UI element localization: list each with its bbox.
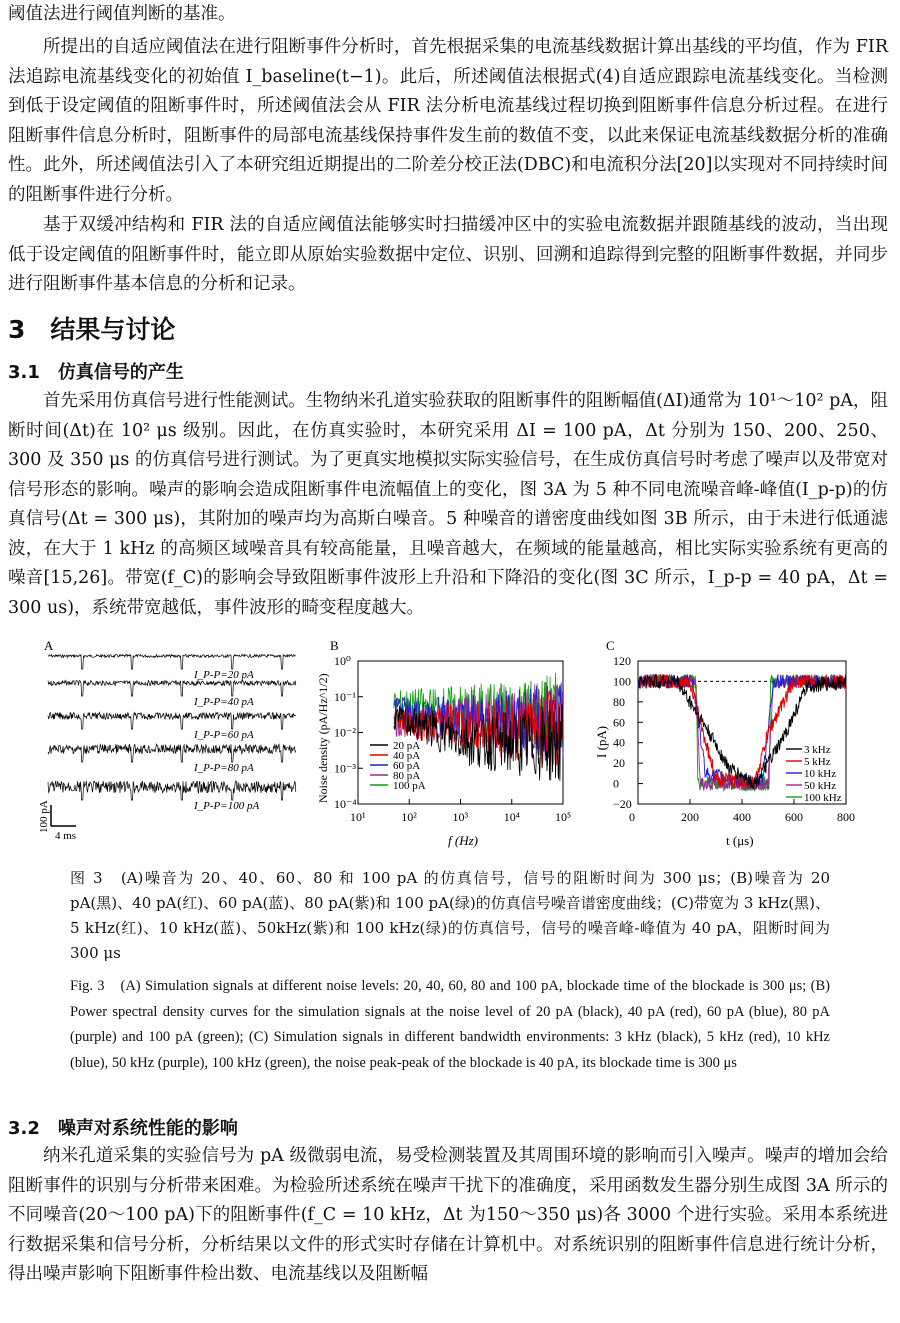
c-ytick-label: 20 (613, 756, 625, 771)
panel-a-label: A (44, 638, 54, 653)
c-xtick-label: 200 (681, 810, 699, 824)
trace-3 (48, 713, 296, 730)
b-legend-label-3: 60 pA (393, 760, 421, 772)
panel-c-plot (613, 654, 855, 824)
figure-caption-en: Fig. 3 (A) Simulation signals at different noise levels: 20, 40, 60, 80 and 100 pA, blockade time of the blockade is 300 μs; (B) Power spectral density curves for the simulation signals at the noise level of 20 pA (black), 40 pA (red), 60 pA (blue), 80 pA (purple) and 100 pA (green); (C) Simulation signals in different bandwidth environments: 3 kHz (black), 5 kHz (red), 10 kHz (blue), 50 kHz (purple), 100 kHz (green), the noise peak-peak of the blockade is 40 pA, its blockade time is 300 μs (70, 978, 830, 1071)
section-heading-3-2: 3.2 噪声对系统性能的影响 (8, 1118, 238, 1139)
scale-bar-y-label: 100 pA (38, 800, 50, 833)
figure-caption-cn: 图 3 (A)噪音为 20、40、60、80 和 100 pA 的仿真信号，信号的阻断时间为 300 μs；(B)噪音为 20 pA(黑)、40 pA(红)、60 pA(蓝)、80 pA(紫)和 100 pA(绿)的仿真信号噪音谱密度曲线；(C)带宽为 3 kHz(黑)、5 kHz(红)、10 kHz(蓝)、50kHz(紫)和 100 kHz(绿)的仿真信号，信号的噪音峰-峰值为 40 pA，阻断时间为 300 μs (70, 869, 830, 962)
c-ytick-label: 40 (613, 735, 625, 750)
b-xtick-label: 10¹ (350, 810, 366, 824)
section-heading-3-1: 3.1 仿真信号的产生 (8, 362, 184, 383)
b-legend-label-5: 100 pA (393, 780, 426, 792)
panel-c (594, 638, 855, 848)
c-xtick-label: 600 (785, 810, 803, 824)
figure-3 (0, 633, 900, 848)
c-ytick-label: 60 (613, 715, 625, 730)
paragraph-intro-tail: 阈值法进行阈值判断的基准。 (8, 4, 236, 24)
c-ytick-label: 80 (613, 694, 625, 709)
c-ytick-label: 120 (613, 654, 631, 668)
c-xtick-label: 400 (733, 810, 751, 824)
paragraph-adaptive-threshold: 所提出的自适应阈值法在进行阻断事件分析时，首先根据采集的电流基线数据计算出基线的平均值，作为 FIR 法追踪电流基线变化的初始值 I_baseline(t−1)。此后，所述阈值法根据式(4)自适应跟踪电流基线变化。当检测到低于设定阈值的阻断事件时，所述阈值法会从 FIR 法分析电流基线过程切换到阻断事件信息分析过程。在进行阻断事件信息分析时，阻断事件的局部电流基线保持事件发生前的数值不变，以此来保证电流基线数据分析的准确性。此外，所述阈值法引入了本研究组近期提出的二阶差分校正法(DBC)和电流积分法[20]以实现对不同持续时间的阻断事件进行分析。 (8, 37, 888, 205)
b-xtick-label: 10⁴ (503, 810, 520, 824)
trace-1 (48, 655, 296, 670)
panel-c-xlabel: t (μs) (726, 833, 754, 848)
panel-c-label: C (606, 638, 615, 653)
trace-4 (48, 744, 296, 762)
paragraph-noise-effect: 纳米孔道采集的实验信号为 pA 级微弱电流，易受检测装置及其周围环境的影响而引入噪声。噪声的增加会给阻断事件的识别与分析带来困难。为检验所述系统在噪声干扰下的准确度，采用函数发生器分别生成图 3A 所示的不同噪音(20～100 pA)下的阻断事件(f_C = 10 kHz，Δt 为150～350 μs)各 3000 个进行实验。采用本系统进行数据采集和信号分析，分析结果以文件的形式实时存储在计算机中。对系统识别的阻断事件信息进行统计分析，得出噪声影响下阻断事件检出数、电流基线以及阻断幅 (8, 1146, 888, 1284)
b-xtick-label: 10³ (452, 810, 469, 824)
c-legend-label-3: 10 kHz (804, 768, 837, 780)
section-heading-3: 3 结果与讨论 (8, 315, 176, 344)
panel-b-label: B (330, 638, 339, 653)
b-ytick-label: 10⁻² (334, 725, 356, 740)
panel-b-plot (334, 654, 571, 824)
b-ytick-label: 10⁻¹ (334, 689, 356, 704)
panel-b-xlabel: f (Hz) (448, 833, 478, 848)
trace-5 (48, 781, 296, 800)
c-xtick-label: 0 (629, 810, 635, 824)
trace-label-4: I_P-P=80 pA (194, 762, 254, 774)
b-ytick-label: 10⁻⁴ (334, 797, 357, 811)
c-legend-label-2: 5 kHz (804, 756, 831, 768)
c-legend-label-1: 3 kHz (804, 744, 831, 756)
c-ytick-label: 100 (613, 674, 631, 689)
b-legend-label-2: 40 pA (393, 750, 421, 762)
b-xtick-label: 10² (401, 810, 417, 824)
paragraph-double-buffer: 基于双缓冲结构和 FIR 法的自适应阈值法能够实时扫描缓冲区中的实验电流数据并跟随基线的波动，当出现低于设定阈值的阻断事件时，能立即从原始实验数据中定位、识别、回溯和追踪得到完整的阻断事件数据，并同步进行阻断事件基本信息的分析和记录。 (8, 215, 888, 294)
panel-b (316, 638, 571, 848)
b-legend-label-4: 80 pA (393, 770, 421, 782)
trace-label-5: I_P-P=100 pA (194, 800, 260, 812)
b-ytick-label: 10⁻³ (334, 761, 356, 776)
b-ytick-label: 10⁰ (334, 654, 351, 668)
c-ytick-label: −20 (613, 797, 632, 811)
c-xtick-label: 800 (837, 810, 855, 824)
trace-2 (48, 681, 296, 697)
c-ytick-label: 0 (613, 776, 619, 791)
scale-bar-x-label: 4 ms (55, 830, 77, 842)
paragraph-simulation: 首先采用仿真信号进行性能测试。生物纳米孔道实验获取的阻断事件的阻断幅值(ΔI)通常为 10¹～10² pA，阻断时间(Δt)在 10² μs 级别。因此，在仿真实验时，本研究采用 ΔI = 100 pA，Δt 分别为 150、200、250、300 及 350 μs 的仿真信号进行测试。为了更真实地模拟实际实验信号，在生成仿真信号时考虑了噪声以及带宽对信号形态的影响。噪声的影响会造成阻断事件电流幅值上的变化，图 3A 为 5 种不同电流噪音峰-峰值(I_p-p)的仿真信号(Δt = 300 μs)，其附加的噪声均为高斯白噪音。5 种噪音的谱密度曲线如图 3B 所示，由于未进行低通滤波，在大于 1 kHz 的高频区域噪音具有较高能量，且噪音越大，在频域的能量越高，相比实际实验系统有更高的噪音[15,26]。带宽(f_C)的影响会导致阻断事件波形上升沿和下降沿的变化(图 3C 所示，I_p-p = 40 pA，Δt = 300 us)，系统带宽越低，事件波形的畸变程度越大。 (8, 391, 888, 618)
panel-a (38, 638, 296, 842)
trace-label-1: I_P-P=20 pA (194, 669, 254, 681)
trace-label-2: I_P-P=40 pA (194, 696, 254, 708)
panel-c-ylabel: I (pA) (594, 725, 609, 758)
panel-a-traces (48, 655, 296, 801)
trace-label-3: I_P-P=60 pA (194, 729, 254, 741)
panel-b-ylabel: Noise density (pA/Hz^1/2) (316, 673, 330, 803)
b-xtick-label: 10⁵ (555, 810, 572, 824)
c-legend-label-5: 100 kHz (804, 792, 842, 804)
b-legend-label-1: 20 pA (393, 740, 421, 752)
c-legend-label-4: 50 kHz (804, 780, 837, 792)
